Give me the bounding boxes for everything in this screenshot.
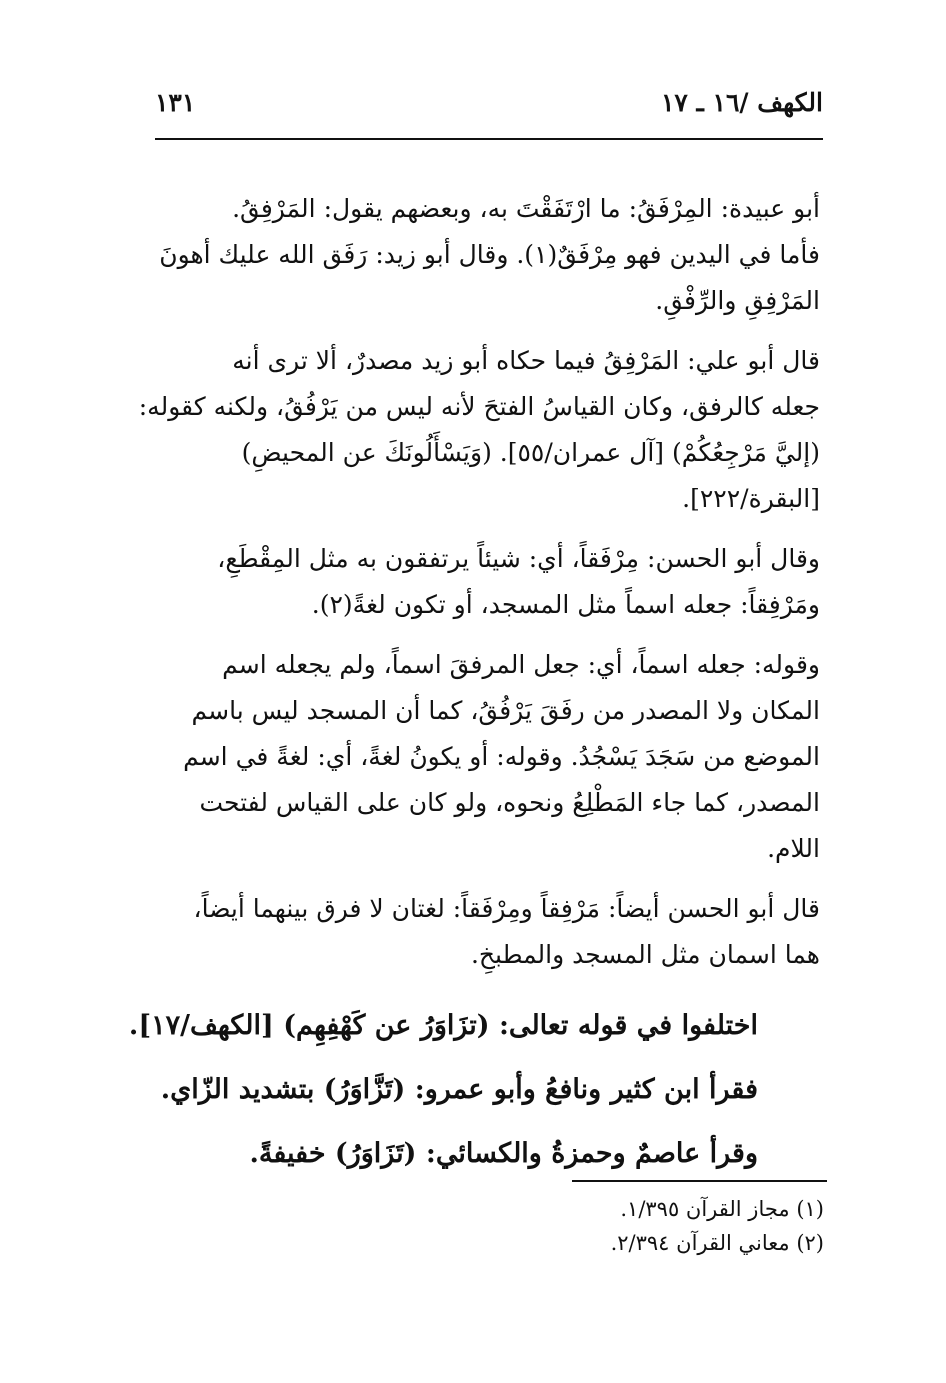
- text-line: قال أبو علي: المَرْفِقُ فيما حكاه أبو زيد مصدرٌ، ألا ترى أنه: [232, 346, 820, 375]
- text-line: الموضع من سَجَدَ يَسْجُدُ. وقوله: أو يكونُ لغةً، أي: لغةً في اسم: [183, 742, 820, 771]
- text-line: أبو عبيدة: المِرْفَقُ: ما ارْتَفَقْتَ به، وبعضهم يقول: المَرْفِقُ.: [232, 194, 820, 223]
- footnote-2: (٢) معاني القرآن ٢/٣٩٤.: [610, 1231, 824, 1255]
- paragraph-1: [158, 186, 820, 324]
- running-header: [155, 88, 823, 128]
- text-line: ومَرْفِقاً: جعله اسماً مثل المسجد، أو تكون لغةً(٢).: [311, 590, 820, 619]
- text-line: المَرْفِقِ والرِّفْقِ.: [655, 286, 820, 315]
- text-line: قال أبو الحسن أيضاً: مَرْفِقاً ومِرْفَقاً: لغتان لا فرق بينهما أيضاً،: [193, 894, 820, 923]
- readings-heading: اختلفوا في قوله تعالى: (تزَاوَرُ عن كَهْفِهِم) [الكهف/١٧].: [128, 1010, 758, 1041]
- text-line: المكان ولا المصدر من رفَقَ يَرْفُقُ، كما أن المسجد ليس باسم: [191, 696, 820, 725]
- text-line: وقال أبو الحسن: مِرْفَقاً، أي: شيئاً يرتفقون به مثل المِقْطَعِ،: [217, 544, 820, 573]
- header-rule: [155, 138, 823, 140]
- text-line: [البقرة/٢٢٢].: [682, 484, 820, 513]
- paragraph-2: [138, 338, 820, 522]
- chapter-reference: الكهف /١٦ ـ ١٧: [660, 88, 823, 117]
- footnote-1: (١) مجاز القرآن ١/٣٩٥.: [620, 1197, 824, 1221]
- paragraph-3: [158, 536, 820, 628]
- reading-line: فقرأ ابن كثير ونافعُ وأبو عمرو: (تَزَّاوَرُ) بتشديد الزّاي.: [160, 1074, 758, 1105]
- text-line: فأما في اليدين فهو مِرْفَقٌ(١). وقال أبو زيد: رَفَق الله عليك أهونَ: [159, 240, 820, 269]
- text-line: هما اسمان مثل المسجد والمطبخِ.: [470, 940, 820, 969]
- page-number: ١٣١: [155, 88, 196, 117]
- footnote-rule: [572, 1180, 827, 1182]
- paragraph-4: [158, 642, 820, 872]
- reading-line: وقرأ عاصمٌ وحمزةُ والكسائي: (تَزَاوَرُ) خفيفةً.: [249, 1138, 758, 1169]
- paragraph-5: [158, 886, 820, 978]
- text-line: (إليَّ مَرْجِعُكُمْ) [آل عمران/٥٥]. (وَيَسْأَلُونَكَ عن المحيضِ): [241, 438, 820, 467]
- footnotes: [420, 1192, 824, 1260]
- text-line: جعله كالرفق، وكان القياسُ الفتحَ لأنه ليس من يَرْفُقُ، ولكنه كقوله:: [138, 392, 820, 421]
- text-line: وقوله: جعله اسماً، أي: جعل المرفقَ اسماً، ولم يجعله اسم: [222, 650, 820, 679]
- text-line: اللام.: [767, 834, 820, 863]
- main-text: [128, 186, 820, 1186]
- readings-section: [128, 994, 820, 1186]
- text-line: المصدر، كما جاء المَطْلِعُ ونحوه، ولو كان على القياس لفتحت: [199, 788, 820, 817]
